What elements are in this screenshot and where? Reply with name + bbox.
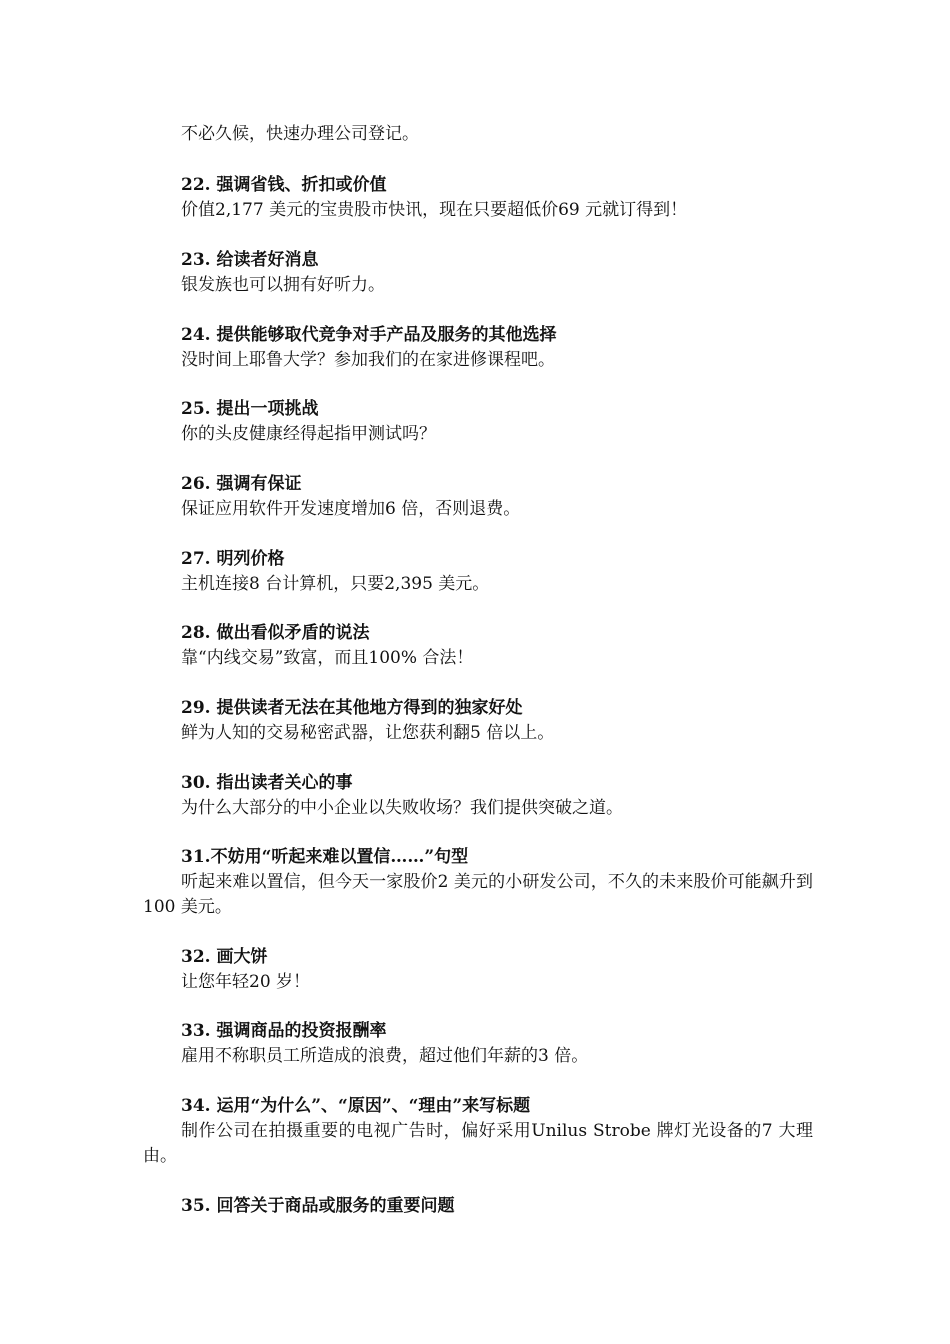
section-body: 价值2,177 美元的宝贵股市快讯，现在只要超低价69 元就订得到！: [181, 200, 688, 220]
section-heading: 27. 明列价格: [181, 549, 285, 569]
section-body: 雇用不称职员工所造成的浪费，超过他们年薪的3 倍。: [181, 1046, 589, 1066]
section-body: 听起来难以置信，但今天一家股价2 美元的小研发公司，不久的未来股价可能飙升到100 美元。: [143, 872, 813, 917]
section-heading: 23. 给读者好消息: [181, 250, 319, 270]
section-heading: 30. 指出读者关心的事: [181, 773, 353, 793]
section-heading: 24. 提供能够取代竞争对手产品及服务的其他选择: [181, 325, 557, 345]
section-23: [143, 248, 813, 298]
section-heading: 29. 提供读者无法在其他地方得到的独家好处: [181, 698, 523, 718]
section-33: [143, 1019, 813, 1069]
section-body: 主机连接8 台计算机，只要2,395 美元。: [181, 574, 490, 594]
section-31: [143, 845, 813, 920]
section-body: 靠“内线交易”致富，而且100% 合法！: [181, 648, 474, 668]
section-29: [143, 696, 813, 746]
section-body: 银发族也可以拥有好听力。: [181, 275, 385, 295]
section-heading: 32. 画大饼: [181, 947, 268, 967]
section-body: 让您年轻20 岁！: [181, 972, 311, 992]
section-body: 制作公司在拍摄重要的电视广告时，偏好采用Unilus Strobe 牌灯光设备的7 大理由。: [143, 1121, 813, 1166]
section-32: [143, 945, 813, 995]
section-heading: 28. 做出看似矛盾的说法: [181, 623, 370, 643]
section-body: 你的头皮健康经得起指甲测试吗？: [181, 424, 436, 444]
section-25: [143, 397, 813, 447]
section-26: [143, 472, 813, 522]
section-heading: 33. 强调商品的投资报酬率: [181, 1021, 387, 1041]
section-35: [143, 1194, 813, 1219]
section-heading: 34. 运用“为什么”、“原因”、“理由”来写标题: [181, 1096, 531, 1116]
section-30: [143, 771, 813, 821]
section-heading: 26. 强调有保证: [181, 474, 302, 494]
section-body: 为什么大部分的中小企业以失败收场？我们提供突破之道。: [181, 798, 623, 818]
intro-line: 不必久候，快速办理公司登记。: [181, 124, 419, 144]
section-heading: 22. 强调省钱、折扣或价值: [181, 175, 387, 195]
section-heading: 31.不妨用“听起来难以置信……”句型: [181, 847, 469, 867]
section-body: 保证应用软件开发速度增加6 倍，否则退费。: [181, 499, 521, 519]
section-body: 没时间上耶鲁大学？参加我们的在家进修课程吧。: [181, 350, 555, 370]
section-heading: 25. 提出一项挑战: [181, 399, 319, 419]
section-heading: 35. 回答关于商品或服务的重要问题: [181, 1196, 455, 1216]
section-27: [143, 547, 813, 597]
section-24: [143, 323, 813, 373]
section-body: 鲜为人知的交易秘密武器，让您获利翻5 倍以上。: [181, 723, 555, 743]
section-22: [143, 173, 813, 223]
section-34: [143, 1094, 813, 1169]
section-28: [143, 621, 813, 671]
